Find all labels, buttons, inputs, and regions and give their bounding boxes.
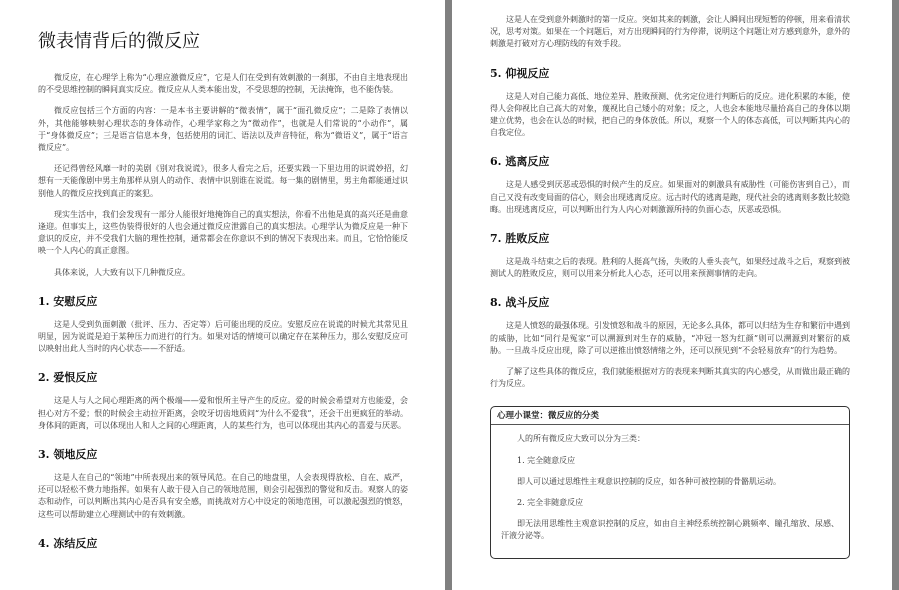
document-title: 微表情背后的微反应 xyxy=(38,31,200,52)
section-heading: 4. 冻结反应 xyxy=(38,536,98,550)
document-page-left xyxy=(0,0,445,590)
document-page-right xyxy=(452,0,892,590)
paragraph: 了解了这些具体的微反应，我们就能根据对方的表现来判断其真实的内心感受，从而做出最正确的行为反应。 xyxy=(490,367,850,389)
box-line: 即人可以通过思维性主观意识控制的反应，如各种可被控制的骨骼肌运动。 xyxy=(517,476,781,486)
section-heading: 1. 安慰反应 xyxy=(38,294,98,308)
section-text: 这是人对自己能力高低、地位差异、胜败预测、优劣定位进行判断后的反应。进化积累的本能，使得人会仰视比自己高大的对象，蔑视比自己矮小的对象；反之，人也会本能地尽量拾高自己的身体以期建立优势，也会在认怂的时候，把自己的身体放低。所以，观察一个人的体态高低，可以判断其内心的自我定位。 xyxy=(490,91,850,138)
section-heading: 6. 逃离反应 xyxy=(490,155,550,169)
paragraph: 还记得曾经风靡一时的美剧《别对我说谎》，很多人看完之后，还要实践一下里边用的识谎妙招，幻想有一天能像剧中男主角那样从别人的动作、表情中识别谁在说谎。每一集的剧情里，男主角都能通过识别他人的微反应找到真正的案犯。 xyxy=(38,164,408,198)
section-text: 这是人受到负面刺激（批评、压力、否定等）后可能出现的反应。安慰反应在说谎的时候尤其常见且明显，因为说谎是迫于某种压力而进行的行为。如果对话的情境可以确定存在某种压力，那么安慰反应可以映射出此人当时的内心状态——不舒适。 xyxy=(38,319,408,354)
section-text: 这是人愤怒的最强体现。引发愤怒和战斗的原因，无论多么具体，都可以归结为生存和繁衍中遇到的威胁，比如“同行是冤家”可以溯源到对生存的威胁，“冲冠一怒为红颜”则可以溯源到对繁衍的威胁。一旦战斗反应出现，除了可以逆推出愤怒情绪之外，还可以预见到“不会轻易放弃”的行为趋势。 xyxy=(490,321,850,355)
box-line: 人的所有微反应大致可以分为三类： xyxy=(517,434,645,444)
section-text: 这是人与人之间心理距离的两个极端——爱和恨所主导产生的反应。爱的时候会希望对方也能爱，会担心对方不爱；恨的时候会主动拉开距离，会咬牙切齿地质问“为什么不爱我”，还会干出更疯狂的举动。身体间的距离，可以体现出人和人之间的心理距离，人的某些行为，也可以体现出其内心的喜爱与厌恶。 xyxy=(38,396,408,430)
section-text: 这是人在自己的“领地”中所表现出来的领导风范。在自己的地盘里，人会表现得放松、自在、威严，还可以轻松不费力地指挥。如果有人敢于侵入自己的领地范围，则会引起强烈的警觉和反击。观察人的姿态和动作，可以判断出其内心是否具有安全感，而挑战对方心中设定的领地范围，可以激起强烈的愤怒，这些可以帮助建立心理测试中的有效刺激。 xyxy=(38,473,408,519)
paragraph: 具体来说，人大致有以下几种微反应。 xyxy=(54,267,190,277)
sidebar-box-title: 心理小课堂：微反应的分类 xyxy=(491,407,849,425)
section-heading: 7. 胜败反应 xyxy=(490,232,550,246)
section-heading: 2. 爱恨反应 xyxy=(38,371,98,385)
box-line: 即无法用思维性主观意识控制的反应，如由自主神经系统控制心跳频率、瞳孔缩放、尿感、汗液分泌等。 xyxy=(501,519,839,541)
section-heading: 3. 领地反应 xyxy=(38,448,98,462)
paragraph: 这是人在受到意外刺激时的第一反应。突如其来的刺激，会让人瞬间出现短暂的停顿，用来看清状况，思考对策。如果在一个问题后，对方出现瞬间的行为停滞，说明这个问题让对方感到意外，意外的刺激是打破对方心理防线的有效手段。 xyxy=(490,15,850,49)
page-right-content xyxy=(490,14,850,559)
page-left-content xyxy=(38,30,408,561)
section-heading: 5. 仰视反应 xyxy=(490,66,550,80)
section-text: 这是战斗结束之后的表现。胜利的人挺高气扬，失败的人垂头丧气，如果经过战斗之后，观察到被测试人的胜败反应，则可以用来分析此人心态，还可以用来预测事情的走向。 xyxy=(490,257,850,279)
section-text: 这是人感受到厌恶或恐惧的时候产生的反应。如果面对的刺激具有威胁性（可能伤害到自己），而自己又没有改变局面的信心，则会出现逃离反应。远古时代的逃离是跑，现代社会的逃离则多数比较隐晦。出现逃离反应，可以判断出行为人内心对刺激源所持的负面心态，厌恶或恐惧。 xyxy=(490,180,850,214)
paragraph: 微反应包括三个方面的内容：一是本书主要讲解的“微表情”，属于“面孔微反应”；二是除了表情以外，其他能够映射心理状态的身体动作，心理学家称之为“微动作”，也就是人们常说的“小动作”，属于“身体微反应”；三是语言信息本身，包括使用的词汇、语法以及声音特征，称为“微语义”，属于“语言微反应”。 xyxy=(38,106,408,153)
section-heading: 8. 战斗反应 xyxy=(490,296,550,310)
box-line: 1. 完全随意反应 xyxy=(517,455,576,465)
paragraph: 微反应，在心理学上称为“心理应激微反应”，它是人们在受到有效刺激的一刹那，不由自主地表现出的不受思维控制的瞬间真实反应。微反应从人类本能出发，不受思想的控制，无法掩饰，也不能伪装。 xyxy=(38,73,408,95)
box-line: 2. 完全非随意反应 xyxy=(517,498,584,508)
sidebar-box xyxy=(490,406,850,558)
paragraph: 现实生活中，我们会发现有一部分人能很好地掩饰自己的真实想法，你看不出他是真的高兴还是曲意逢迎。但事实上，这些伪装得很好的人也会通过微反应泄露自己的真实想法。心理学认为微反应是一种下意识的反应，并不受我们大脑的理性控制，通常都会在你意识不到的情况下表现出来。而且，它恰恰能反映一个人内心的真正意图。 xyxy=(38,209,408,256)
